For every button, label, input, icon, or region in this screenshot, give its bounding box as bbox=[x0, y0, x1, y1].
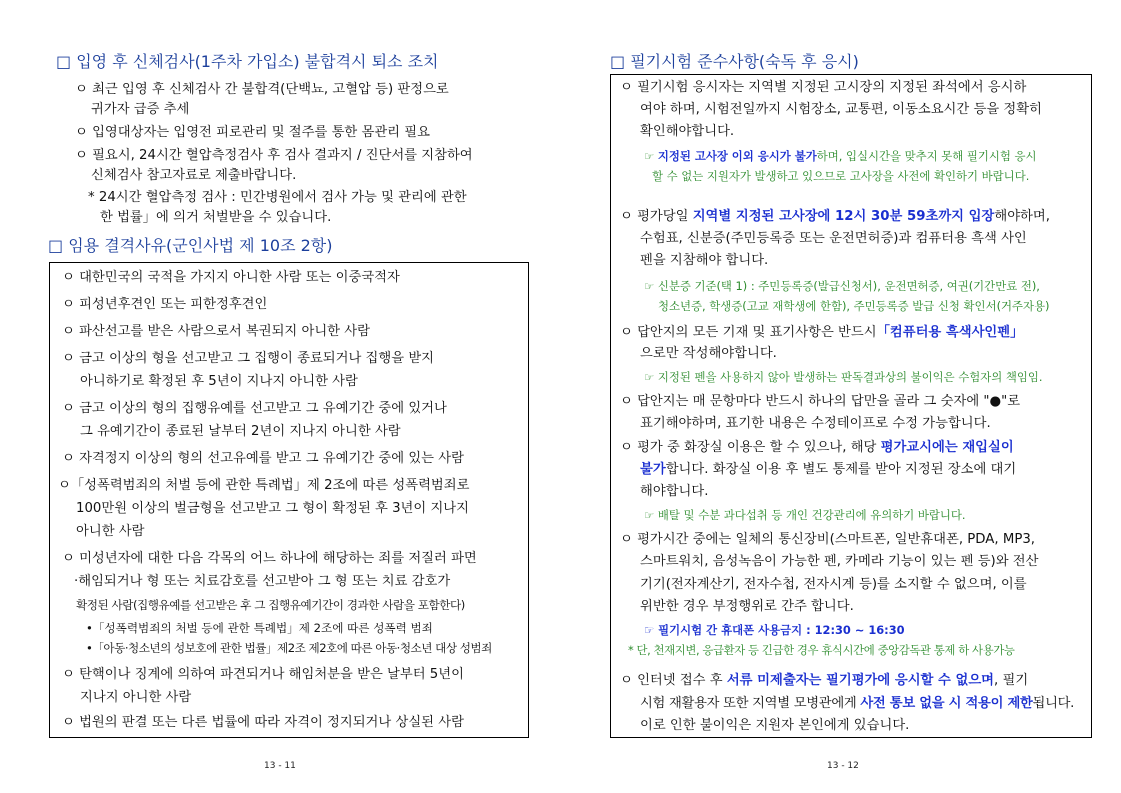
note: ☞ 지정된 펜을 사용하지 않아 발생하는 판독결과상의 불이익은 수험자의 책임임. bbox=[644, 370, 1043, 384]
list-item: ㅇ 탄핵이나 징계에 의하여 파견되거나 해임처분을 받은 날부터 5년이 bbox=[62, 667, 464, 682]
list-item bbox=[620, 672, 1028, 689]
right-page bbox=[560, 0, 1120, 793]
note: ☞ 배탈 및 수분 과다섭취 등 개인 건강관리에 유의하기 바랍니다. bbox=[644, 508, 966, 522]
list-item-text: 해야하며, bbox=[994, 209, 1050, 224]
list-item-emphasis: 사전 통보 없을 시 적용이 제한 bbox=[860, 696, 1033, 711]
list-item: ㅇ「성폭력범죄의 처벌 등에 관한 특례법」제 2조에 따른 성폭력범죄로 bbox=[58, 478, 470, 493]
list-item-cont: 아니한 사람 bbox=[76, 524, 145, 539]
list-item-cont: 그 유예기간이 종료된 날부터 2년이 지나지 아니한 사람 bbox=[80, 424, 401, 439]
list-item: ㅇ 최근 입영 후 신체검사 간 불합격(단백뇨, 고혈압 등) 판정으로 bbox=[75, 82, 449, 97]
list-item-cont: ·해임되거나 형 또는 치료감호를 선고받아 그 형 또는 치료 감호가 bbox=[74, 574, 451, 589]
list-item: ㅇ 파산선고를 받은 사람으로서 복권되지 아니한 사람 bbox=[62, 324, 370, 339]
note-exception: * 단, 천재지변, 응급환자 등 긴급한 경우 휴식시간에 중앙감독관 통제 하 사용가능 bbox=[628, 643, 1015, 657]
list-item-text: ㅇ 인터넷 접수 후 bbox=[620, 673, 727, 688]
list-item-text: ㅇ 평가 중 화장실 이용은 할 수 있으나, 해당 bbox=[620, 440, 881, 455]
list-item-cont: 수험표, 신분증(주민등록증 또는 운전면허증)과 컴퓨터용 흑색 사인 bbox=[640, 231, 1027, 246]
list-item-cont: 여야 하며, 시험전일까지 시험장소, 교통편, 이동소요시간 등을 정확히 bbox=[640, 102, 1042, 117]
sub-item: •「아동·청소년의 성보호에 관한 법률」제2조 제2호에 따른 아동·청소년 대상 성범죄 bbox=[86, 641, 492, 655]
list-item-cont: 신체검사 참고자료로 제출바랍니다. bbox=[91, 168, 297, 183]
list-item-cont: 확정된 사람(집행유예를 선고받은 후 그 집행유예기간이 경과한 사람을 포함한다) bbox=[76, 598, 465, 612]
note bbox=[644, 148, 1037, 165]
note-pointer-icon: ☞ bbox=[644, 149, 658, 163]
list-item-text: 시험 재활용자 또한 지역별 모병관에게 bbox=[640, 696, 861, 711]
note: ☞ 신분증 기준(택 1) : 주민등록증(발급신청서), 운전면허증, 여권(기간만료 전), bbox=[644, 279, 1040, 293]
list-item-cont bbox=[640, 695, 1074, 712]
left-page bbox=[0, 0, 560, 793]
list-item-cont: 으로만 작성해야합니다. bbox=[640, 346, 777, 361]
list-item-text: 됩니다. bbox=[1032, 696, 1075, 711]
list-item: ㅇ 필기시험 응시자는 지역별 지정된 고시장의 지정된 좌석에서 응시하 bbox=[620, 80, 1027, 95]
page-number: 13 - 11 bbox=[264, 761, 296, 771]
list-item-cont: 위반한 경우 부정행위로 간주 합니다. bbox=[640, 599, 854, 614]
list-item-text: ㅇ 평가당일 bbox=[620, 209, 693, 224]
list-item: ㅇ 답안지는 매 문항마다 반드시 하나의 답만을 골라 그 숫자에 "●"로 bbox=[620, 394, 1021, 409]
list-item-text: , 필기 bbox=[994, 673, 1029, 688]
list-item-cont: 펜을 지참해야 합니다. bbox=[640, 253, 769, 268]
list-item bbox=[620, 324, 1023, 341]
note-phone-ban: ☞ 필기시험 간 휴대폰 사용금지 : 12:30 ~ 16:30 bbox=[644, 623, 905, 637]
list-item: ㅇ 피성년후견인 또는 피한정후견인 bbox=[62, 297, 268, 312]
note-text: 하며, 입실시간을 맞추지 못해 필기시험 응시 bbox=[816, 149, 1037, 163]
list-item-text: 합니다. 화장실 이용 후 별도 통제를 받아 지정된 장소에 대기 bbox=[665, 462, 1017, 477]
list-item-cont: 확인해야합니다. bbox=[640, 124, 735, 139]
list-item-emphasis: 불가 bbox=[640, 462, 666, 477]
list-item: ㅇ 평가시간 중에는 일체의 통신장비(스마트폰, 일반휴대폰, PDA, MP3, bbox=[620, 532, 1036, 547]
list-item: ㅇ 필요시, 24시간 혈압측정검사 후 검사 결과지 / 진단서를 지참하여 bbox=[75, 148, 473, 163]
footnote-cont: 한 법률」에 의거 처벌받을 수 있습니다. bbox=[100, 210, 332, 225]
list-item-cont: 아니하기로 확정된 후 5년이 지나지 아니한 사람 bbox=[80, 374, 358, 389]
list-item-cont bbox=[640, 461, 1016, 478]
sub-item: •「성폭력범죄의 처벌 등에 관한 특례법」제 2조에 따른 성폭력 범죄 bbox=[86, 621, 433, 635]
list-item-cont: 100만원 이상의 벌금형을 선고받고 그 형이 확정된 후 3년이 지나지 bbox=[76, 501, 469, 516]
list-item: ㅇ 입영대상자는 입영전 피로관리 및 절주를 통한 몸관리 필요 bbox=[75, 125, 430, 140]
list-item: ㅇ 자격정지 이상의 형의 선고유예를 받고 그 유예기간 중에 있는 사람 bbox=[62, 451, 464, 466]
page-number: 13 - 12 bbox=[827, 761, 859, 771]
list-item-cont: 이로 인한 불이익은 지원자 본인에게 있습니다. bbox=[640, 718, 910, 733]
list-item bbox=[620, 439, 1014, 456]
list-item: ㅇ 금고 이상의 형을 선고받고 그 집행이 종료되거나 집행을 받지 bbox=[62, 351, 435, 366]
list-item-cont: 지나지 아니한 사람 bbox=[80, 690, 192, 705]
list-item-emphasis: 평가교시에는 재입실이 bbox=[880, 440, 1014, 455]
list-item: ㅇ 미성년자에 대한 다음 각목의 어느 하나에 해당하는 죄를 저질러 파면 bbox=[62, 551, 477, 566]
section-title-physical-exam: □ 입영 후 신체검사(1주차 가입소) 불합격시 퇴소 조치 bbox=[56, 52, 439, 71]
list-item-cont: 기기(전자계산기, 전자수첩, 전자시계 등)를 소지할 수 없으며, 이를 bbox=[640, 577, 1027, 592]
list-item-cont: 해야합니다. bbox=[640, 484, 709, 499]
note-emphasis: 지정된 고사장 이외 응시가 불가 bbox=[657, 149, 817, 163]
footnote: * 24시간 혈압측정 검사 : 민간병원에서 검사 가능 및 관리에 관한 bbox=[88, 190, 467, 205]
section-title-disqualification: □ 임용 결격사유(군인사법 제 10조 2항) bbox=[48, 236, 333, 255]
list-item-emphasis: 서류 미제출자는 필기평가에 응시할 수 없으며 bbox=[726, 673, 995, 688]
note-cont: 할 수 없는 지원자가 발생하고 있으므로 고사장을 사전에 확인하기 바랍니다. bbox=[652, 169, 1030, 183]
note-cont: 청소년증, 학생증(고교 재학생에 한함), 주민등록증 발급 신청 확인서(거주자용) bbox=[658, 299, 1050, 313]
list-item-text: ㅇ 답안지의 모든 기재 및 표기사항은 반드시 bbox=[620, 325, 877, 340]
list-item bbox=[620, 208, 1050, 225]
list-item: ㅇ 대한민국의 국적을 가지지 아니한 사람 또는 이중국적자 bbox=[62, 270, 400, 285]
section-title-exam-rules: □ 필기시험 준수사항(숙독 후 응시) bbox=[610, 52, 859, 71]
list-item-cont: 귀가자 급증 추세 bbox=[91, 102, 190, 117]
list-item: ㅇ 법원의 판결 또는 다른 법률에 따라 자격이 정지되거나 상실된 사람 bbox=[62, 715, 464, 730]
list-item-cont: 표기해야하며, 표기한 내용은 수정테이프로 수정 가능합니다. bbox=[640, 416, 991, 431]
list-item-emphasis: 「컴퓨터용 흑색사인펜」 bbox=[876, 325, 1024, 340]
list-item-cont: 스마트워치, 음성녹음이 가능한 펜, 카메라 기능이 있는 펜 등)와 전산 bbox=[640, 554, 1039, 569]
list-item-emphasis: 지역별 지정된 고사장에 12시 30분 59초까지 입장 bbox=[692, 209, 995, 224]
list-item: ㅇ 금고 이상의 형의 집행유예를 선고받고 그 유예기간 중에 있거나 bbox=[62, 401, 447, 416]
